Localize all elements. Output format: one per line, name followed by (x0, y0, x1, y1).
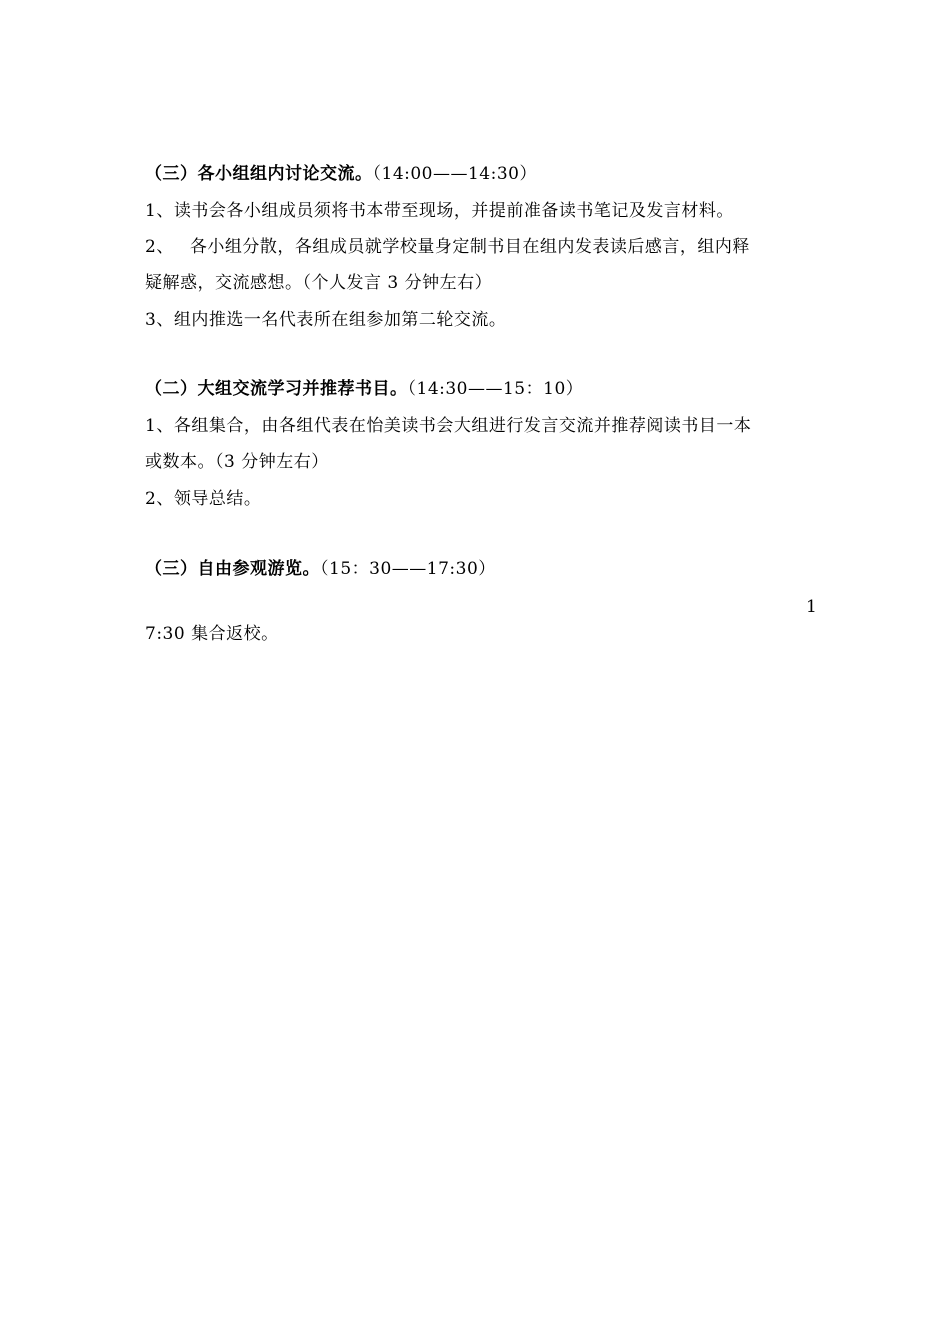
section2-item1-line2: 或数本。（3 分钟左右） (145, 452, 329, 472)
section1-time: （14:00——14:30） (372, 164, 537, 184)
section2-item1-line1: 1、各组集合，由各组代表在怡美读书会大组进行发言交流并推荐阅读书目一本 (145, 416, 752, 436)
section2-item2: 2、领导总结。 (145, 489, 262, 509)
section3-heading-line (145, 559, 496, 579)
section3-time: （15：30——17:30） (320, 559, 496, 579)
section1-item2-number: 2、 (145, 237, 174, 257)
section1-item3: 3、组内推选一名代表所在组参加第二轮交流。 (145, 310, 507, 330)
section1-item1: 1、读书会各小组成员须将书本带至现场，并提前准备读书笔记及发言材料。 (145, 201, 734, 221)
section2-heading: （二）大组交流学习并推荐书目。 (145, 379, 408, 399)
section3-return-line: 7:30 集合返校。 (145, 624, 279, 644)
section1-heading-line (145, 164, 537, 184)
section1-item2-text: 各小组分散，各组成员就学校量身定制书目在组内发表读后感言，组内释 (189, 237, 750, 257)
section1-item2-line1 (145, 237, 750, 257)
section2-heading-line (145, 379, 583, 399)
section3-heading: （三）自由参观游览。 (145, 559, 320, 579)
section2-time: （14:30——15：10） (407, 379, 584, 399)
section1-heading: （三）各小组组内讨论交流。 (145, 164, 373, 184)
section3-wrapped-digit: 1 (806, 597, 817, 617)
section1-item2-line2: 疑解惑，交流感想。（个人发言 3 分钟左右） (145, 273, 493, 293)
